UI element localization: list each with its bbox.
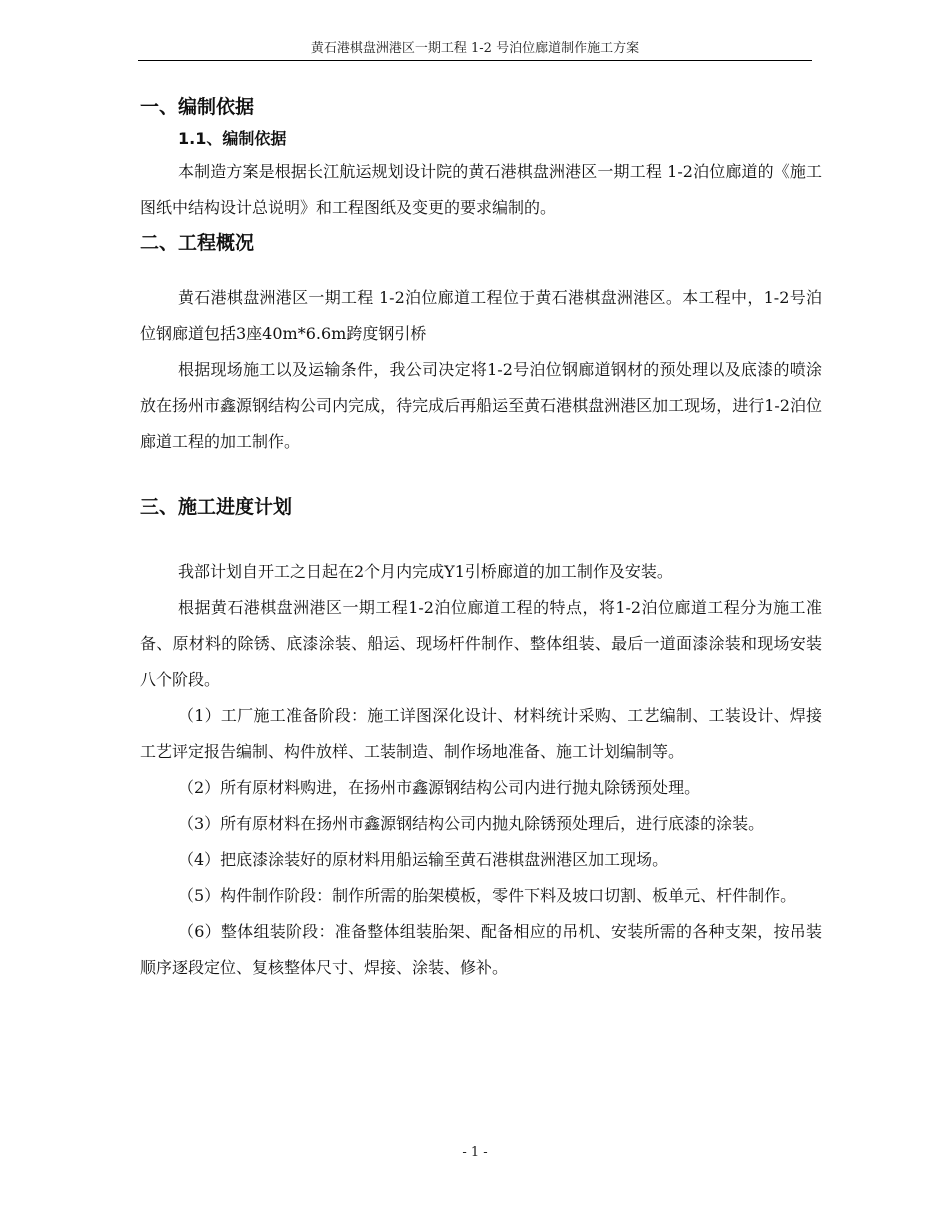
paragraph: 本制造方案是根据长江航运规划设计院的黄石港棋盘洲港区一期工程 1-2泊位廊道的《施工图纸中结构设计总说明》和工程图纸及变更的要求编制的。	[140, 162, 822, 217]
paragraph: 根据现场施工以及运输条件，我公司决定将1-2号泊位钢廊道钢材的预处理以及底漆的喷涂放在扬州市鑫源钢结构公司内完成，待完成后再船运至黄石港棋盘洲港区加工现场，进行1-2泊位廊道工程的加工制作。	[140, 360, 822, 451]
paragraph: 我部计划自开工之日起在2个月内完成Y1引桥廊道的加工制作及安装。	[178, 562, 673, 581]
page-number: - 1 -	[462, 1145, 488, 1160]
list-item: （3）所有原材料在扬州市鑫源钢结构公司内抛丸除锈预处理后，进行底漆的涂装。	[178, 814, 765, 833]
header-rule	[138, 60, 812, 61]
list-item: （5）构件制作阶段：制作所需的胎架模板，零件下料及坡口切割、板单元、杆件制作。	[178, 886, 797, 905]
paragraph: 根据黄石港棋盘洲港区一期工程1-2泊位廊道工程的特点，将1-2泊位廊道工程分为施工准备、原材料的除锈、底漆涂装、船运、现场杆件制作、整体组装、最后一道面漆涂装和现场安装八个阶段。	[140, 598, 822, 689]
section-heading-overview: 二、工程概况	[140, 232, 255, 254]
list-item: （4）把底漆涂装好的原材料用船运输至黄石港棋盘洲港区加工现场。	[178, 850, 669, 869]
list-item: （6）整体组装阶段：准备整体组装胎架、配备相应的吊机、安装所需的各种支架，按吊装顺序逐段定位、复核整体尺寸、焊接、涂装、修补。	[140, 922, 822, 977]
paragraph: 黄石港棋盘洲港区一期工程 1-2泊位廊道工程位于黄石港棋盘洲港区。本工程中，1-2号泊位钢廊道包括3座40m*6.6m跨度钢引桥	[140, 288, 822, 343]
document-body	[140, 90, 822, 986]
list-item: （2）所有原材料购进，在扬州市鑫源钢结构公司内进行抛丸除锈预处理。	[178, 778, 701, 797]
section-heading-schedule: 三、施工进度计划	[140, 496, 293, 518]
page-header-title: 黄石港棋盘洲港区一期工程 1-2 号泊位廊道制作施工方案	[310, 41, 640, 56]
list-item: （1）工厂施工准备阶段：施工详图深化设计、材料统计采购、工艺编制、工装设计、焊接工艺评定报告编制、构件放样、工装制造、制作场地准备、施工计划编制等。	[140, 706, 822, 761]
subsection-heading-basis: 1.1、编制依据	[178, 129, 287, 148]
section-heading-basis: 一、编制依据	[140, 96, 255, 118]
